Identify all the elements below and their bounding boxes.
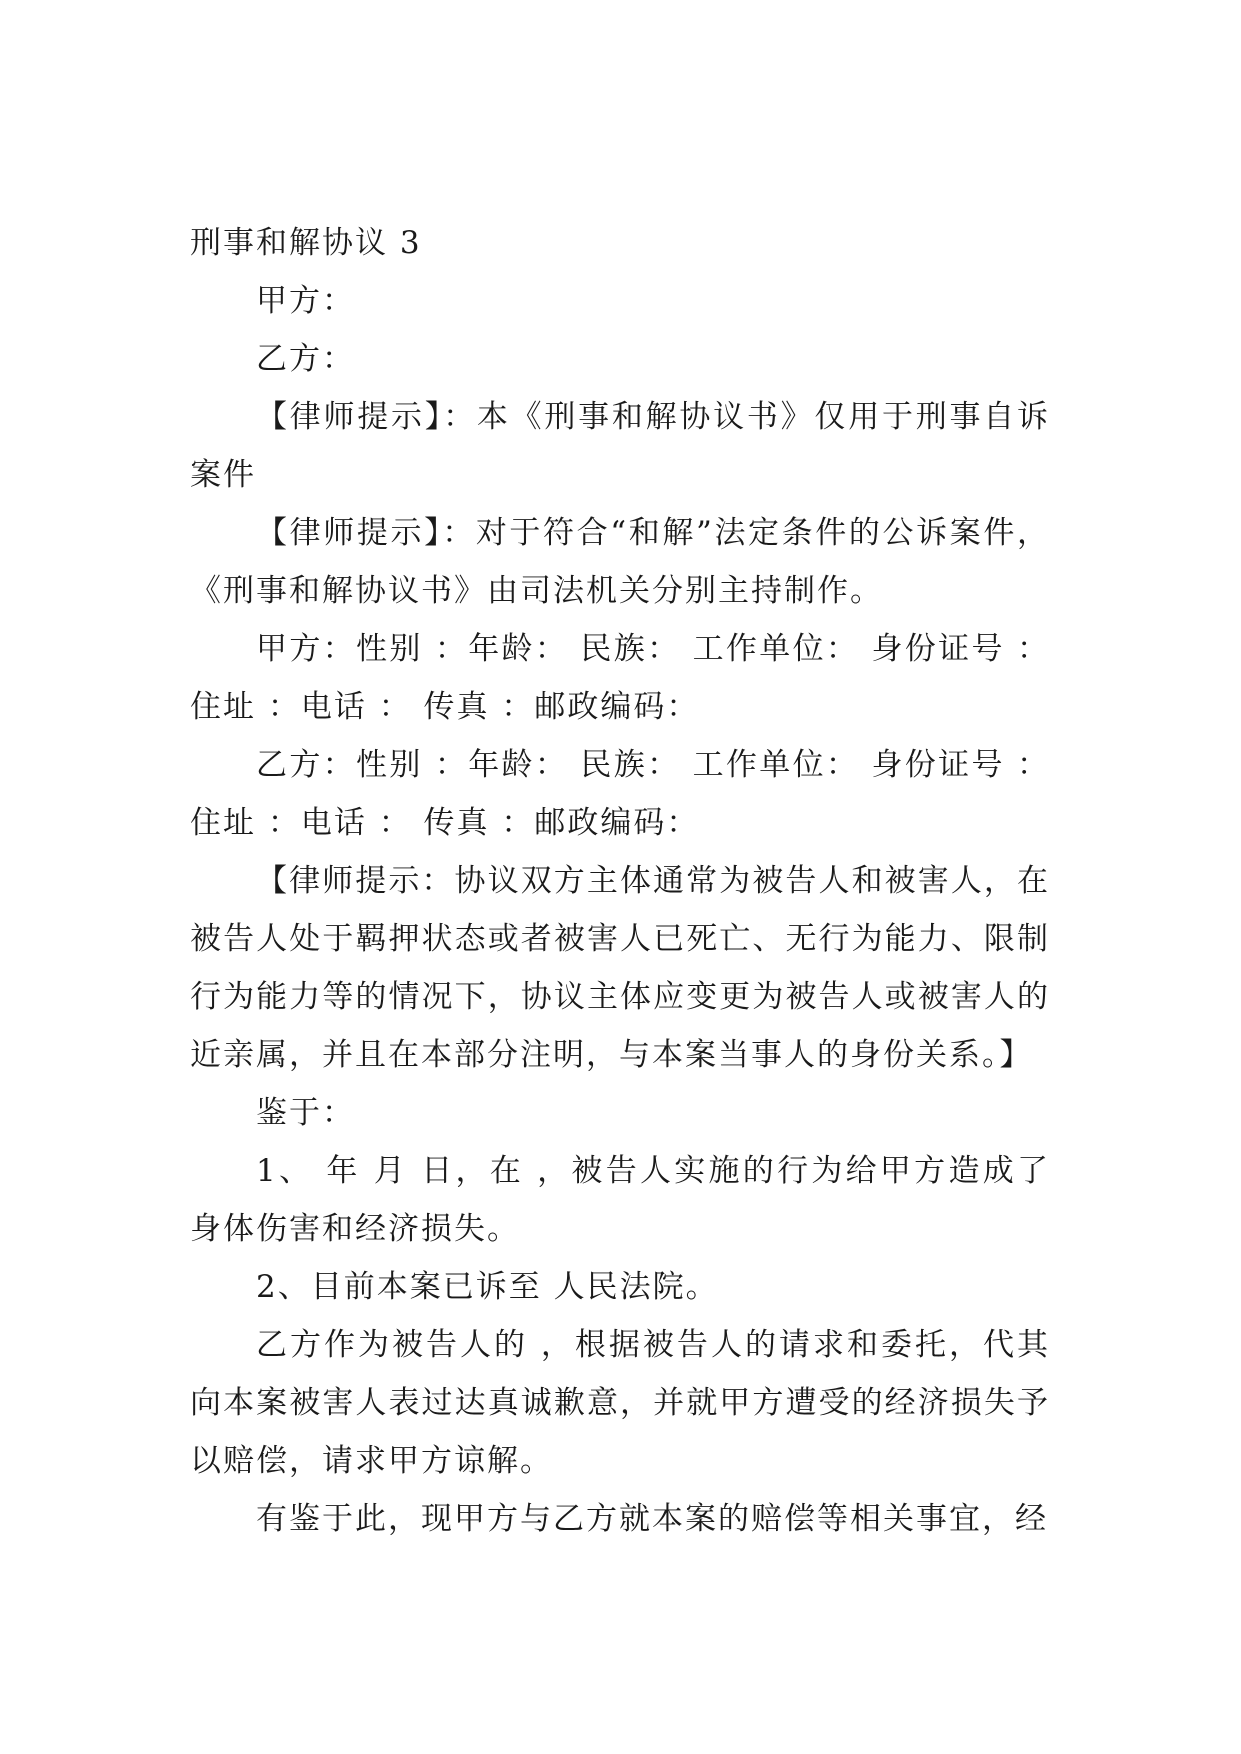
lawyer-tip-1: 【律师提示】：本《刑事和解协议书》仅用于刑事自诉案件 [190, 399, 1050, 493]
lawyer-tip-2: 【律师提示】：对于符合“和解”法定条件的公诉案件，《刑事和解协议书》由司法机关分别主持制作。 [190, 515, 1050, 609]
party-a-info: 甲方：性别 ：年龄： 民族： 工作单位： 身份证号 ：住址 ：电话 ： 传真 ：邮政编码： [190, 631, 1050, 725]
party-b-statement: 乙方作为被告人的 ，根据被告人的请求和委托，代其向本案被害人表过达真诚歉意，并就甲方遭受的经济损失予以赔偿，请求甲方谅解。 [190, 1327, 1050, 1479]
whereas-item-2: 2、目前本案已诉至 人民法院。 [256, 1269, 719, 1305]
agreement-intro: 有鉴于此，现甲方与乙方就本案的赔偿等相关事宜，经 [256, 1501, 1048, 1537]
document-body [190, 214, 1050, 1548]
party-b-info: 乙方：性别 ：年龄： 民族： 工作单位： 身份证号 ：住址 ：电话 ： 传真 ：邮政编码： [190, 747, 1050, 841]
party-a-label: 甲方： [256, 283, 355, 319]
party-b-label: 乙方： [256, 341, 355, 377]
whereas-heading: 鉴于： [256, 1095, 355, 1131]
whereas-item-1: 1、 年 月 日，在 ，被告人实施的行为给甲方造成了身体伤害和经济损失。 [190, 1153, 1050, 1247]
lawyer-tip-3: 【律师提示：协议双方主体通常为被告人和被害人，在被告人处于羁押状态或者被害人已死亡、无行为能力、限制行为能力等的情况下，协议主体应变更为被告人或被害人的近亲属，并且在本部分注明，与本案当事人的身份关系。】 [190, 863, 1050, 1073]
document-title: 刑事和解协议 3 [190, 225, 422, 261]
